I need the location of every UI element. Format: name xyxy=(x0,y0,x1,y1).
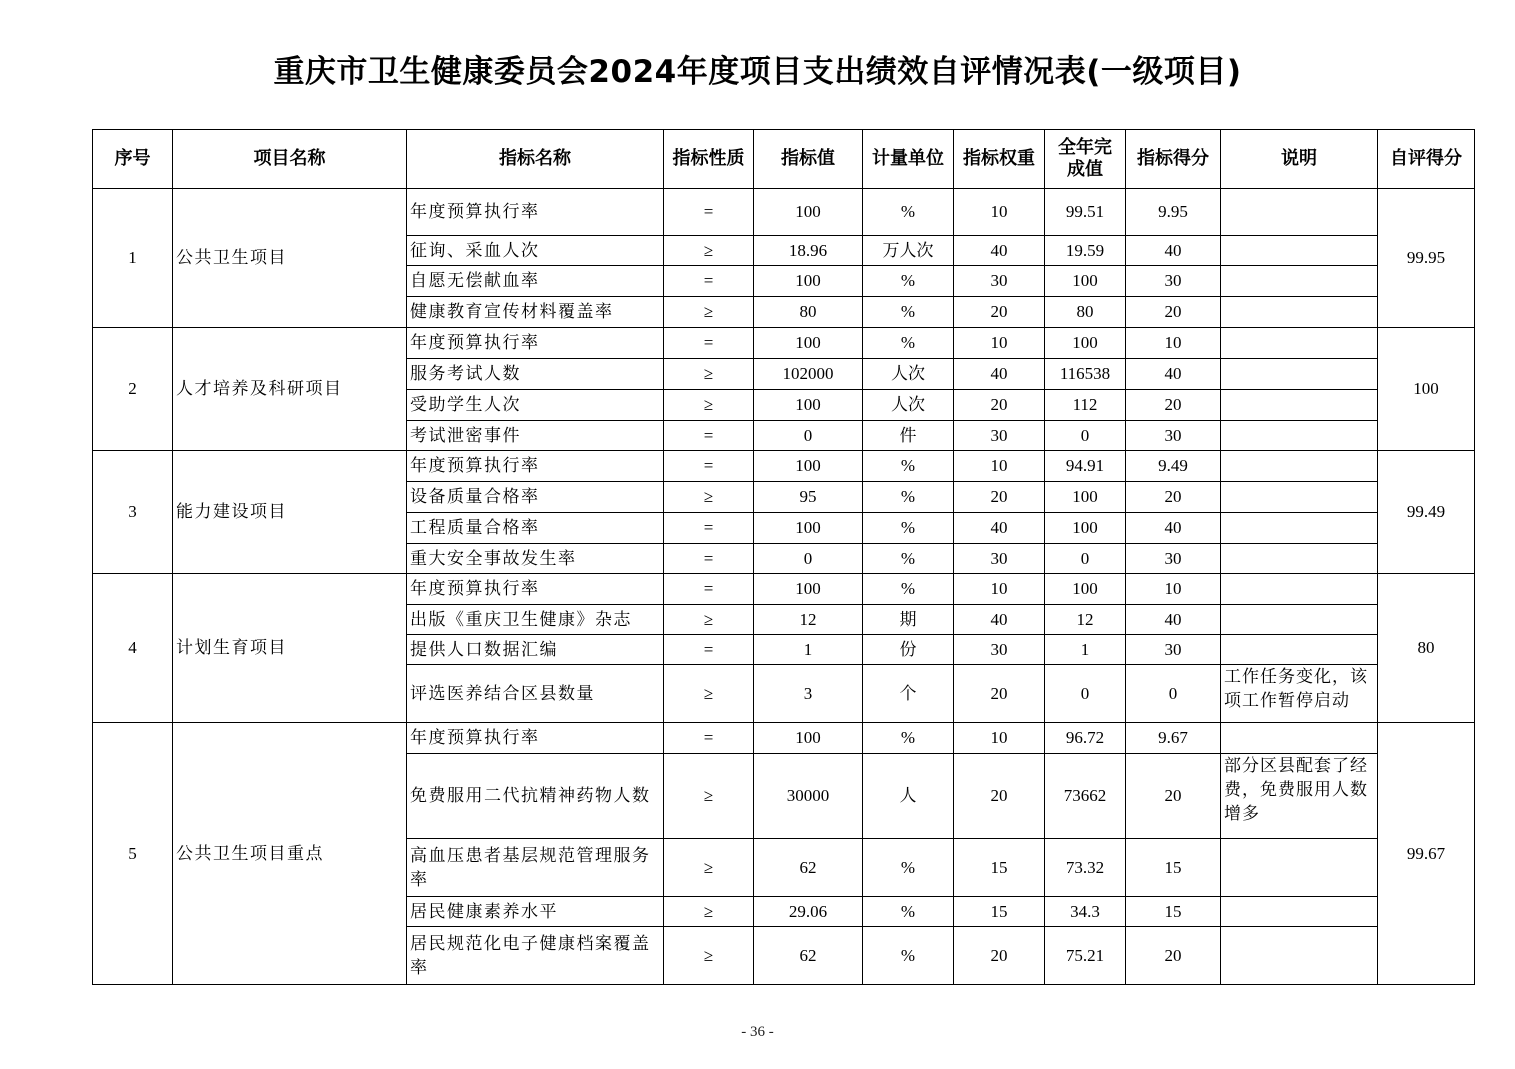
project-number-cell: 4 xyxy=(93,574,173,723)
indicator-name-cell: 出版《重庆卫生健康》杂志 xyxy=(407,605,664,635)
indicator-name-cell: 征询、采血人次 xyxy=(407,236,664,266)
indicator-name-cell: 重大安全事故发生率 xyxy=(407,544,664,574)
indicator-nature-cell: ≥ xyxy=(664,897,754,927)
indicator-nature-cell: ≥ xyxy=(664,297,754,328)
indicator-value-cell: 18.96 xyxy=(754,236,863,266)
indicator-name-cell: 评选医养结合区县数量 xyxy=(407,665,664,723)
header-cell: 说明 xyxy=(1221,130,1378,189)
indicator-name-cell: 考试泄密事件 xyxy=(407,421,664,451)
header-cell: 全年完成值 xyxy=(1045,130,1126,189)
project-number-cell: 5 xyxy=(93,723,173,985)
note-cell: 工作任务变化，该项工作暂停启动 xyxy=(1221,665,1378,723)
page-title: 重庆市卫生健康委员会2024年度项目支出绩效自评情况表(一级项目) xyxy=(273,54,1242,90)
unit-cell: 期 xyxy=(863,605,954,635)
table-row xyxy=(93,328,1475,359)
indicator-value-cell: 62 xyxy=(754,927,863,985)
actual-value-cell: 116538 xyxy=(1045,359,1126,390)
indicator-value-cell: 100 xyxy=(754,390,863,421)
self-score-cell: 99.95 xyxy=(1378,189,1475,328)
note-cell xyxy=(1221,359,1378,390)
indicator-nature-cell: = xyxy=(664,328,754,359)
indicator-score-cell: 20 xyxy=(1126,754,1221,839)
indicator-value-cell: 62 xyxy=(754,839,863,897)
table-row xyxy=(93,723,1475,754)
actual-value-cell: 75.21 xyxy=(1045,927,1126,985)
header-cell: 项目名称 xyxy=(173,130,407,189)
actual-value-cell: 100 xyxy=(1045,513,1126,544)
indicator-nature-cell: ≥ xyxy=(664,359,754,390)
note-cell xyxy=(1221,723,1378,754)
weight-cell: 40 xyxy=(954,513,1045,544)
header-cell: 序号 xyxy=(93,130,173,189)
weight-cell: 40 xyxy=(954,359,1045,390)
weight-cell: 20 xyxy=(954,665,1045,723)
indicator-value-cell: 100 xyxy=(754,723,863,754)
actual-value-cell: 100 xyxy=(1045,328,1126,359)
indicator-score-cell: 20 xyxy=(1126,927,1221,985)
indicator-score-cell: 15 xyxy=(1126,839,1221,897)
note-cell xyxy=(1221,897,1378,927)
unit-cell: % xyxy=(863,897,954,927)
self-score-cell: 80 xyxy=(1378,574,1475,723)
weight-cell: 10 xyxy=(954,189,1045,236)
indicator-name-cell: 居民健康素养水平 xyxy=(407,897,664,927)
unit-cell: % xyxy=(863,544,954,574)
indicator-score-cell: 9.95 xyxy=(1126,189,1221,236)
indicator-value-cell: 100 xyxy=(754,513,863,544)
indicator-score-cell: 40 xyxy=(1126,359,1221,390)
weight-cell: 20 xyxy=(954,297,1045,328)
project-name-cell: 公共卫生项目 xyxy=(173,189,407,328)
weight-cell: 10 xyxy=(954,328,1045,359)
project-number-cell: 1 xyxy=(93,189,173,328)
indicator-value-cell: 0 xyxy=(754,544,863,574)
note-cell xyxy=(1221,482,1378,513)
indicator-score-cell: 9.67 xyxy=(1126,723,1221,754)
unit-cell: % xyxy=(863,839,954,897)
indicator-nature-cell: ≥ xyxy=(664,665,754,723)
indicator-nature-cell: = xyxy=(664,544,754,574)
indicator-nature-cell: = xyxy=(664,189,754,236)
weight-cell: 20 xyxy=(954,927,1045,985)
actual-value-cell: 0 xyxy=(1045,665,1126,723)
unit-cell: % xyxy=(863,266,954,297)
indicator-nature-cell: = xyxy=(664,723,754,754)
self-score-cell: 99.67 xyxy=(1378,723,1475,985)
indicator-nature-cell: = xyxy=(664,421,754,451)
unit-cell: 人次 xyxy=(863,359,954,390)
unit-cell: 件 xyxy=(863,421,954,451)
indicator-value-cell: 100 xyxy=(754,328,863,359)
header-cell: 指标权重 xyxy=(954,130,1045,189)
indicator-name-cell: 年度预算执行率 xyxy=(407,723,664,754)
weight-cell: 10 xyxy=(954,723,1045,754)
indicator-nature-cell: = xyxy=(664,574,754,605)
unit-cell: % xyxy=(863,328,954,359)
actual-value-cell: 34.3 xyxy=(1045,897,1126,927)
actual-value-cell: 112 xyxy=(1045,390,1126,421)
indicator-score-cell: 40 xyxy=(1126,513,1221,544)
header-cell: 计量单位 xyxy=(863,130,954,189)
note-cell xyxy=(1221,266,1378,297)
indicator-nature-cell: ≥ xyxy=(664,927,754,985)
page-number: - 36 - xyxy=(741,1024,774,1040)
unit-cell: % xyxy=(863,927,954,985)
unit-cell: 人 xyxy=(863,754,954,839)
indicator-score-cell: 20 xyxy=(1126,390,1221,421)
indicator-nature-cell: ≥ xyxy=(664,605,754,635)
weight-cell: 30 xyxy=(954,544,1045,574)
actual-value-cell: 96.72 xyxy=(1045,723,1126,754)
table-row xyxy=(93,574,1475,605)
weight-cell: 30 xyxy=(954,635,1045,665)
project-name-cell: 公共卫生项目重点 xyxy=(173,723,407,985)
indicator-name-cell: 健康教育宣传材料覆盖率 xyxy=(407,297,664,328)
indicator-name-cell: 设备质量合格率 xyxy=(407,482,664,513)
note-cell xyxy=(1221,236,1378,266)
indicator-name-cell: 服务考试人数 xyxy=(407,359,664,390)
weight-cell: 15 xyxy=(954,897,1045,927)
note-cell xyxy=(1221,297,1378,328)
indicator-value-cell: 3 xyxy=(754,665,863,723)
indicator-score-cell: 15 xyxy=(1126,897,1221,927)
indicator-score-cell: 20 xyxy=(1126,297,1221,328)
indicator-value-cell: 30000 xyxy=(754,754,863,839)
indicator-name-cell: 工程质量合格率 xyxy=(407,513,664,544)
actual-value-cell: 99.51 xyxy=(1045,189,1126,236)
indicator-value-cell: 100 xyxy=(754,451,863,482)
actual-value-cell: 73662 xyxy=(1045,754,1126,839)
project-name-cell: 人才培养及科研项目 xyxy=(173,328,407,451)
project-number-cell: 2 xyxy=(93,328,173,451)
indicator-nature-cell: = xyxy=(664,451,754,482)
indicator-score-cell: 30 xyxy=(1126,421,1221,451)
header-cell: 自评得分 xyxy=(1378,130,1475,189)
note-cell xyxy=(1221,189,1378,236)
performance-table xyxy=(92,129,1475,985)
indicator-score-cell: 30 xyxy=(1126,544,1221,574)
indicator-score-cell: 40 xyxy=(1126,605,1221,635)
weight-cell: 15 xyxy=(954,839,1045,897)
indicator-nature-cell: = xyxy=(664,635,754,665)
indicator-value-cell: 12 xyxy=(754,605,863,635)
actual-value-cell: 0 xyxy=(1045,421,1126,451)
unit-cell: % xyxy=(863,189,954,236)
indicator-score-cell: 9.49 xyxy=(1126,451,1221,482)
unit-cell: % xyxy=(863,513,954,544)
actual-value-cell: 12 xyxy=(1045,605,1126,635)
weight-cell: 20 xyxy=(954,482,1045,513)
weight-cell: 20 xyxy=(954,390,1045,421)
note-cell xyxy=(1221,635,1378,665)
header-cell: 指标值 xyxy=(754,130,863,189)
unit-cell: % xyxy=(863,723,954,754)
note-cell xyxy=(1221,513,1378,544)
indicator-name-cell: 年度预算执行率 xyxy=(407,574,664,605)
unit-cell: % xyxy=(863,482,954,513)
indicator-nature-cell: ≥ xyxy=(664,236,754,266)
note-cell xyxy=(1221,574,1378,605)
header-row xyxy=(93,130,1475,189)
unit-cell: % xyxy=(863,574,954,605)
indicator-value-cell: 1 xyxy=(754,635,863,665)
actual-value-cell: 1 xyxy=(1045,635,1126,665)
indicator-score-cell: 10 xyxy=(1126,574,1221,605)
project-name-cell: 能力建设项目 xyxy=(173,451,407,574)
unit-cell: 人次 xyxy=(863,390,954,421)
project-number-cell: 3 xyxy=(93,451,173,574)
indicator-score-cell: 0 xyxy=(1126,665,1221,723)
indicator-score-cell: 20 xyxy=(1126,482,1221,513)
weight-cell: 30 xyxy=(954,266,1045,297)
indicator-score-cell: 30 xyxy=(1126,266,1221,297)
indicator-value-cell: 100 xyxy=(754,266,863,297)
actual-value-cell: 19.59 xyxy=(1045,236,1126,266)
indicator-value-cell: 100 xyxy=(754,574,863,605)
unit-cell: % xyxy=(863,451,954,482)
table-body xyxy=(93,189,1475,985)
self-score-cell: 99.49 xyxy=(1378,451,1475,574)
actual-value-cell: 100 xyxy=(1045,574,1126,605)
note-cell xyxy=(1221,927,1378,985)
indicator-value-cell: 29.06 xyxy=(754,897,863,927)
weight-cell: 30 xyxy=(954,421,1045,451)
actual-value-cell: 100 xyxy=(1045,482,1126,513)
indicator-nature-cell: ≥ xyxy=(664,390,754,421)
self-score-cell: 100 xyxy=(1378,328,1475,451)
weight-cell: 10 xyxy=(954,574,1045,605)
unit-cell: 个 xyxy=(863,665,954,723)
weight-cell: 40 xyxy=(954,236,1045,266)
indicator-nature-cell: = xyxy=(664,266,754,297)
indicator-name-cell: 自愿无偿献血率 xyxy=(407,266,664,297)
note-cell xyxy=(1221,328,1378,359)
actual-value-cell: 80 xyxy=(1045,297,1126,328)
indicator-name-cell: 年度预算执行率 xyxy=(407,189,664,236)
note-cell xyxy=(1221,421,1378,451)
header-cell: 指标得分 xyxy=(1126,130,1221,189)
weight-cell: 10 xyxy=(954,451,1045,482)
indicator-value-cell: 0 xyxy=(754,421,863,451)
indicator-nature-cell: ≥ xyxy=(664,754,754,839)
indicator-nature-cell: ≥ xyxy=(664,482,754,513)
header-cell: 指标名称 xyxy=(407,130,664,189)
weight-cell: 20 xyxy=(954,754,1045,839)
note-cell xyxy=(1221,605,1378,635)
indicator-name-cell: 高血压患者基层规范管理服务率 xyxy=(407,839,664,897)
indicator-name-cell: 年度预算执行率 xyxy=(407,328,664,359)
indicator-nature-cell: ≥ xyxy=(664,839,754,897)
indicator-name-cell: 受助学生人次 xyxy=(407,390,664,421)
header-cell: 指标性质 xyxy=(664,130,754,189)
indicator-nature-cell: = xyxy=(664,513,754,544)
indicator-value-cell: 100 xyxy=(754,189,863,236)
note-cell: 部分区县配套了经费，免费服用人数增多 xyxy=(1221,754,1378,839)
actual-value-cell: 0 xyxy=(1045,544,1126,574)
indicator-score-cell: 10 xyxy=(1126,328,1221,359)
indicator-value-cell: 80 xyxy=(754,297,863,328)
actual-value-cell: 100 xyxy=(1045,266,1126,297)
note-cell xyxy=(1221,839,1378,897)
project-name-cell: 计划生育项目 xyxy=(173,574,407,723)
table-row xyxy=(93,451,1475,482)
unit-cell: % xyxy=(863,297,954,328)
indicator-name-cell: 免费服用二代抗精神药物人数 xyxy=(407,754,664,839)
indicator-score-cell: 40 xyxy=(1126,236,1221,266)
indicator-value-cell: 95 xyxy=(754,482,863,513)
actual-value-cell: 73.32 xyxy=(1045,839,1126,897)
unit-cell: 份 xyxy=(863,635,954,665)
actual-value-cell: 94.91 xyxy=(1045,451,1126,482)
weight-cell: 40 xyxy=(954,605,1045,635)
indicator-value-cell: 102000 xyxy=(754,359,863,390)
note-cell xyxy=(1221,390,1378,421)
note-cell xyxy=(1221,544,1378,574)
indicator-name-cell: 提供人口数据汇编 xyxy=(407,635,664,665)
table-row xyxy=(93,189,1475,236)
unit-cell: 万人次 xyxy=(863,236,954,266)
indicator-name-cell: 居民规范化电子健康档案覆盖率 xyxy=(407,927,664,985)
indicator-score-cell: 30 xyxy=(1126,635,1221,665)
indicator-name-cell: 年度预算执行率 xyxy=(407,451,664,482)
note-cell xyxy=(1221,451,1378,482)
